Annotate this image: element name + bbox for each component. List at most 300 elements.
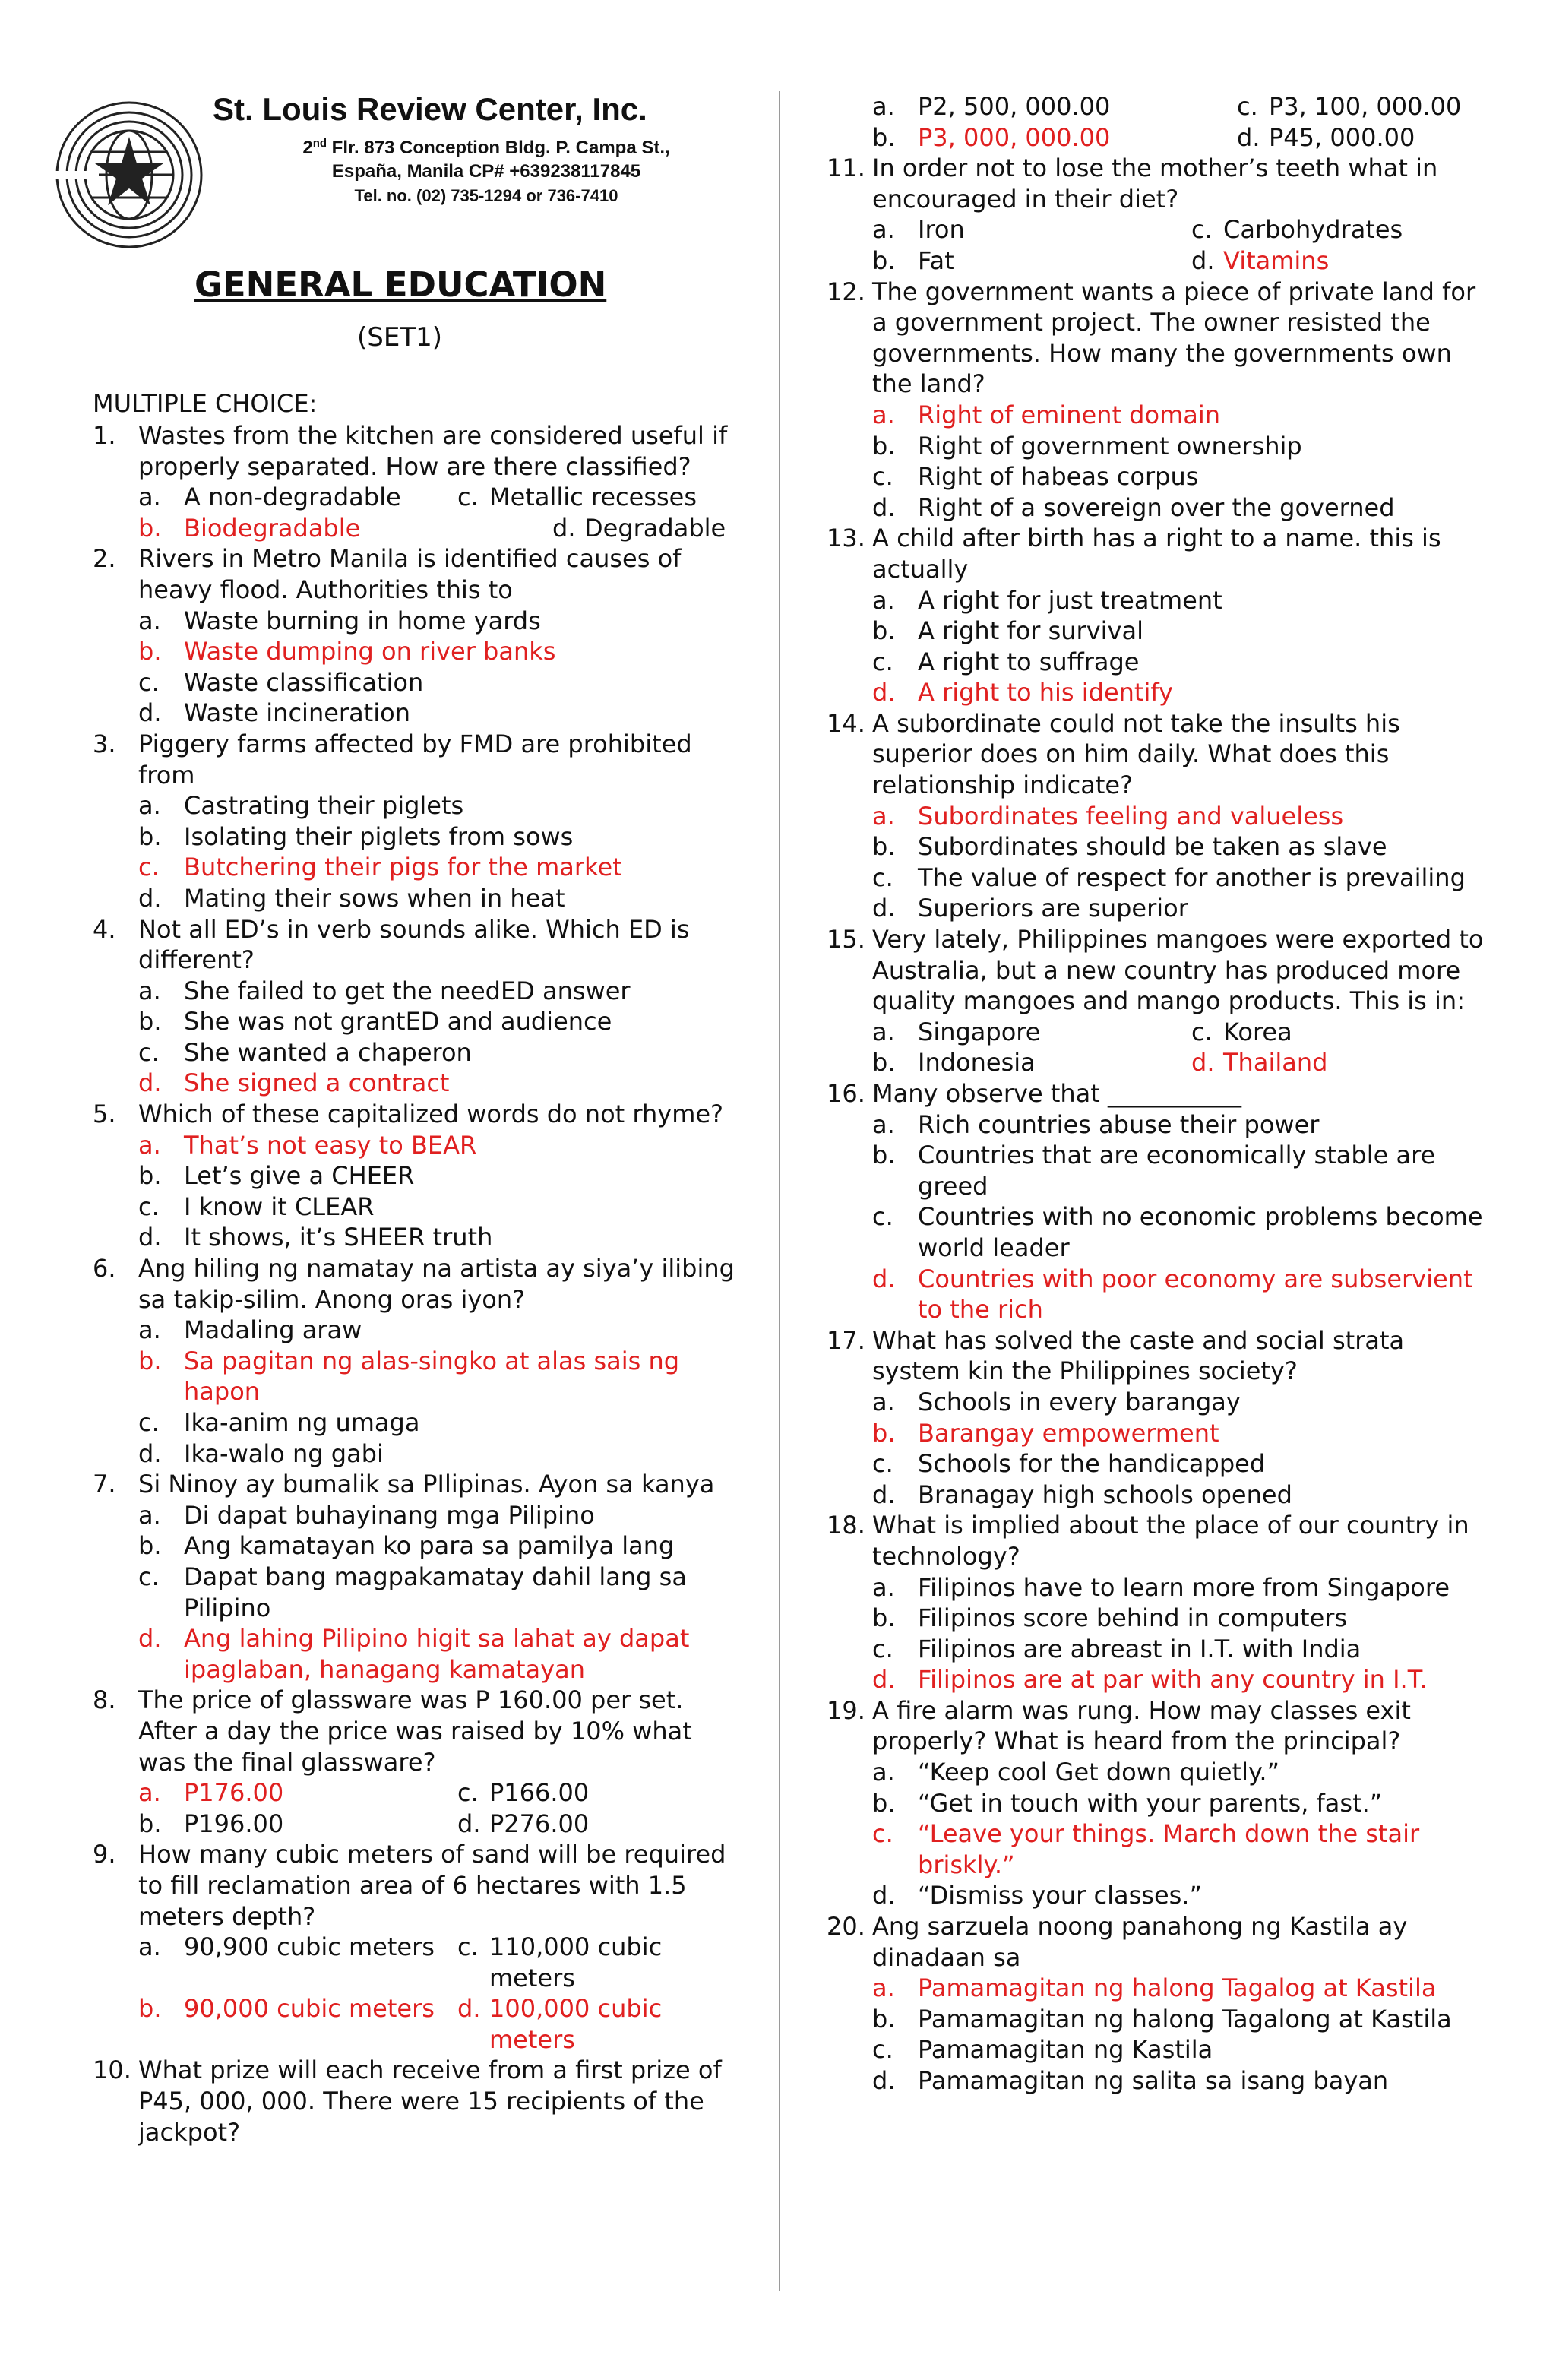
choice-c	[93, 1407, 738, 1438]
choice-letter: c.	[872, 862, 893, 892]
question-number: 2.	[93, 544, 116, 574]
choice-pair	[93, 482, 738, 513]
choice-a	[827, 1572, 1484, 1603]
choice-letter: c.	[1191, 1017, 1213, 1046]
page-title: GENERAL EDUCATION	[194, 264, 607, 305]
choice-text: Castrating their piglets	[184, 791, 464, 821]
choice-text: Korea	[1223, 1017, 1292, 1046]
choice-text: Carbohydrates	[1223, 215, 1403, 245]
choice-a	[93, 1315, 738, 1346]
choice-text: Mating their sows when in heat	[184, 883, 565, 913]
choice-d-correct	[1191, 245, 1484, 277]
question-9	[93, 1839, 738, 1932]
choice-text: Biodegradable	[184, 513, 361, 543]
question-number: 6.	[93, 1254, 116, 1283]
question-4	[93, 914, 738, 976]
choice-letter: b.	[872, 616, 896, 646]
choice-letter: b.	[872, 122, 896, 152]
choice-pair	[93, 1932, 738, 1993]
choice-text: That’s not easy to BEAR	[184, 1130, 477, 1160]
choice-b	[827, 831, 1484, 862]
choice-letter: a.	[872, 585, 895, 615]
choice-a-correct	[827, 400, 1484, 431]
address-street: Flr. 873 Conception Bldg. P. Campa St.,	[327, 138, 670, 158]
choice-letter: c.	[872, 2035, 893, 2065]
choice-a	[872, 214, 1191, 245]
choice-letter: b.	[872, 832, 896, 862]
question-10	[93, 2055, 738, 2147]
choice-a	[93, 976, 738, 1007]
choice-d-correct	[1191, 1047, 1484, 1078]
question-3	[93, 729, 738, 790]
choice-pair	[827, 1047, 1484, 1078]
column-divider	[779, 91, 780, 2291]
choice-text: Indonesia	[918, 1048, 1036, 1078]
choice-d-correct	[827, 1264, 1484, 1325]
choice-text: Filipinos are abreast in I.T. with India	[918, 1634, 1362, 1663]
choice-text: The value of respect for another is prevailing	[918, 862, 1466, 892]
choice-b	[827, 1788, 1484, 1819]
choice-letter: c.	[457, 1778, 479, 1808]
choice-letter: c.	[872, 462, 893, 492]
choice-a	[827, 1387, 1484, 1418]
choice-text: Let’s give a CHEER	[184, 1161, 415, 1191]
question-text: A fire alarm was rung. How may classes exit properly? What is heard from the principal?	[872, 1695, 1411, 1756]
choice-text: Countries with no economic problems become world leader	[918, 1202, 1483, 1262]
choice-letter: b.	[138, 513, 162, 543]
choice-text: Branagay high schools opened	[918, 1480, 1292, 1509]
choice-text: “Get in touch with your parents, fast.”	[918, 1788, 1383, 1818]
choice-text: She was not grantED and audience	[184, 1007, 612, 1037]
question-text: The price of glassware was P 160.00 per set. After a day the price was raised by 10% what was the final glassware?	[138, 1685, 692, 1777]
question-list-left	[93, 420, 738, 2147]
choice-a-correct	[93, 1130, 738, 1161]
choice-d	[827, 2065, 1484, 2097]
choice-letter: d.	[872, 2066, 896, 2095]
choice-b	[827, 616, 1484, 647]
choice-pair	[827, 245, 1484, 277]
choice-letter: b.	[138, 637, 162, 666]
choice-a-correct	[827, 1973, 1484, 2004]
choice-text: A non-degradable	[184, 483, 401, 512]
choice-letter: c.	[138, 1192, 160, 1221]
choice-text: Ang kamatayan ko para sa pamilya lang	[184, 1531, 675, 1561]
choice-letter: c.	[138, 1408, 160, 1437]
choice-c	[93, 1037, 738, 1068]
choice-text: P196.00	[184, 1809, 284, 1838]
choice-c	[1191, 1017, 1484, 1048]
question-number: 20.	[827, 1912, 865, 1942]
choice-letter: c.	[457, 1932, 479, 1962]
choice-letter: a.	[872, 801, 895, 831]
choice-b	[827, 431, 1484, 462]
choice-text: Thailand	[1223, 1048, 1328, 1078]
choice-letter: c.	[138, 667, 160, 697]
question-number: 17.	[827, 1325, 865, 1355]
choice-a	[138, 482, 457, 513]
choice-letter: d.	[1191, 1048, 1215, 1078]
choice-b	[93, 1160, 738, 1192]
choice-text: P166.00	[489, 1778, 590, 1808]
choice-text: 90,000 cubic meters	[184, 1994, 435, 2024]
choice-letter: c.	[138, 1037, 160, 1067]
choice-c	[457, 1932, 731, 1993]
choice-letter: a.	[138, 1778, 161, 1808]
choice-letter: c.	[872, 1202, 893, 1232]
choice-c	[457, 1777, 723, 1809]
org-name: St. Louis Review Center, Inc.	[213, 91, 647, 127]
choice-text: 110,000 cubic meters	[489, 1932, 663, 1992]
choice-text: A right to his identify	[918, 678, 1173, 707]
choice-text: Sa pagitan ng alas-singko at alas sais ng hapon	[184, 1346, 680, 1407]
choice-letter: a.	[138, 483, 161, 512]
choice-a-correct	[827, 801, 1484, 832]
choice-c	[827, 1634, 1484, 1665]
choice-text: Schools for the handicapped	[918, 1449, 1266, 1479]
choice-text: Filipinos are at par with any country in I.T.	[918, 1665, 1428, 1695]
choice-letter: a.	[872, 1758, 895, 1787]
choice-text: Rich countries abuse their power	[918, 1109, 1320, 1139]
choice-text: P276.00	[489, 1809, 590, 1838]
choice-d	[1237, 122, 1484, 153]
choice-text: Countries with poor economy are subservient to the rich	[918, 1264, 1473, 1325]
question-text: How many cubic meters of sand will be required to fill reclamation area of 6 hectares with 1.5 meters depth?	[138, 1840, 726, 1931]
choice-letter: d.	[872, 1881, 896, 1910]
choice-b	[93, 821, 738, 853]
question-text: Very lately, Philippines mangoes were exported to Australia, but a new country has produced more quality mangoes and mango products. This is in:	[872, 925, 1484, 1016]
choice-text: Degradable	[584, 513, 726, 543]
choice-text: Singapore	[918, 1017, 1041, 1046]
choice-d	[93, 1222, 738, 1253]
choice-text: Madaling araw	[184, 1315, 362, 1345]
choice-letter: a.	[138, 976, 161, 1005]
choice-d-correct	[93, 1068, 738, 1099]
right-column	[783, 0, 1556, 2380]
choice-text: Waste classification	[184, 667, 424, 697]
question-15	[827, 924, 1484, 1017]
choice-letter: a.	[138, 1932, 161, 1962]
choice-a	[138, 1932, 457, 1993]
choice-text: Waste incineration	[184, 698, 410, 728]
choice-pair	[827, 122, 1484, 153]
choice-text: Pamamagitan ng Kastila	[918, 2035, 1213, 2065]
choice-letter: b.	[872, 1418, 896, 1448]
choice-text: Right of a sovereign over the governed	[918, 492, 1395, 522]
question-20	[827, 1911, 1484, 1973]
choice-b	[93, 1530, 738, 1562]
question-18	[827, 1510, 1484, 1571]
choice-letter: b.	[872, 431, 896, 460]
choice-letter: a.	[872, 1572, 895, 1602]
choice-letter: d.	[872, 894, 896, 923]
choice-letter: c.	[138, 853, 160, 882]
question-1	[93, 420, 738, 482]
choice-b	[827, 1140, 1484, 1201]
choice-text: Filipinos have to learn more from Singapore	[918, 1572, 1450, 1602]
left-column	[0, 0, 767, 2380]
choice-letter: d.	[872, 1665, 896, 1695]
choice-text: 90,900 cubic meters	[184, 1932, 435, 1962]
choice-text: Pamamagitan ng salita sa isang bayan	[918, 2066, 1389, 2095]
question-number: 5.	[93, 1100, 116, 1129]
choice-d	[93, 1438, 738, 1470]
choice-d-correct	[827, 1664, 1484, 1695]
choice-letter: a.	[138, 1500, 161, 1530]
choice-c	[93, 1562, 738, 1623]
choice-a-correct	[138, 1777, 457, 1809]
choice-letter: d.	[1237, 122, 1260, 152]
choice-text: Waste dumping on river banks	[184, 637, 556, 666]
choice-text: Subordinates feeling and valueless	[918, 801, 1344, 831]
question-text: A subordinate could not take the insults his superior does on him daily. What does this relationship indicate?	[872, 708, 1400, 800]
choice-letter: a.	[138, 1130, 161, 1160]
phone-line: Tel. no. (02) 735-1294 or 736-7410	[354, 186, 618, 205]
choice-letter: d.	[138, 1068, 162, 1098]
question-text: What prize will each receive from a first prize of P45, 000, 000. There were 15 recipients of the jackpot?	[138, 2056, 722, 2147]
choice-letter: b.	[138, 1007, 162, 1037]
choice-c	[1191, 214, 1484, 245]
choice-c	[457, 482, 738, 513]
question-number: 12.	[827, 277, 865, 306]
choice-pair	[827, 214, 1484, 245]
choice-letter: d.	[1191, 245, 1215, 275]
choice-text: Butchering their pigs for the market	[184, 853, 622, 882]
choice-letter: d.	[138, 698, 162, 728]
choice-text: Waste burning in home yards	[184, 606, 541, 635]
choice-letter: b.	[872, 1141, 896, 1170]
choice-d	[93, 698, 738, 729]
choice-a	[93, 1500, 738, 1531]
choice-pair	[827, 1017, 1484, 1048]
choice-d	[827, 1880, 1484, 1911]
question-text: The government wants a piece of private land for a government project. The owner resisted the governments. How many the governments own the land?	[872, 277, 1476, 399]
choice-pair	[93, 1809, 738, 1840]
choice-letter: a.	[138, 606, 161, 635]
choice-letter: b.	[138, 1531, 162, 1561]
question-7	[93, 1469, 738, 1500]
question-2	[93, 543, 738, 605]
choice-text: I know it CLEAR	[184, 1192, 375, 1221]
choice-d	[827, 893, 1484, 924]
choice-d	[552, 513, 738, 544]
choice-a	[827, 1109, 1484, 1141]
question-13	[827, 523, 1484, 584]
choice-c-correct	[93, 852, 738, 883]
choice-letter: b.	[138, 1161, 162, 1191]
choice-letter: b.	[872, 1048, 896, 1078]
choice-b-correct	[138, 1993, 457, 2055]
question-number: 1.	[93, 421, 116, 450]
choice-a	[827, 1757, 1484, 1788]
choice-a	[93, 606, 738, 637]
question-11	[827, 153, 1484, 214]
question-text: What is implied about the place of our country in technology?	[872, 1511, 1469, 1571]
question-number: 4.	[93, 914, 116, 944]
choice-text: A right for just treatment	[918, 585, 1222, 615]
choice-text: P3, 000, 000.00	[918, 122, 1111, 152]
choice-b-correct	[93, 636, 738, 667]
choice-d-correct	[457, 1993, 731, 2055]
address-line-1	[243, 137, 729, 159]
question-number: 15.	[827, 925, 865, 954]
choice-pair	[93, 1993, 738, 2055]
globe-logo-icon	[38, 91, 220, 274]
choice-text: Countries that are economically stable are greed	[918, 1141, 1436, 1201]
choice-d	[457, 1809, 723, 1840]
choice-text: Vitamins	[1223, 245, 1330, 275]
choice-letter: c.	[138, 1562, 160, 1591]
question-number: 18.	[827, 1511, 865, 1540]
question-text: Piggery farms affected by FMD are prohibited from	[138, 729, 692, 790]
choice-text: It shows, it’s SHEER truth	[184, 1223, 493, 1252]
question-text: A child after birth has a right to a name. this is actually	[872, 524, 1441, 584]
choice-letter: c.	[457, 483, 479, 512]
choice-letter: b.	[138, 821, 162, 851]
choice-letter: d.	[138, 1438, 162, 1468]
choice-letter: d.	[457, 1994, 481, 2024]
choice-b-correct	[93, 1346, 738, 1407]
question-5	[93, 1099, 738, 1130]
choice-letter: a.	[138, 791, 161, 821]
choice-letter: b.	[138, 1809, 162, 1838]
choice-letter: b.	[138, 1346, 162, 1375]
choice-text: P2, 500, 000.00	[918, 92, 1111, 121]
choice-text: Barangay empowerment	[918, 1418, 1219, 1448]
question-text: Ang hiling ng namatay na artista ay siya’y ilibing sa takip-silim. Anong oras iyon?	[138, 1254, 735, 1314]
question-text: Si Ninoy ay bumalik sa PIlipinas. Ayon sa kanya	[138, 1470, 715, 1499]
choice-letter: d.	[138, 883, 162, 913]
choice-c	[827, 647, 1484, 678]
choice-text: Right of eminent domain	[918, 400, 1221, 429]
question-text: Not all ED’s in verb sounds alike. Which ED is different?	[138, 914, 690, 975]
choice-a	[827, 585, 1484, 616]
choice-c	[1237, 91, 1484, 122]
choice-letter: d.	[457, 1809, 481, 1838]
choice-text: P45, 000.00	[1269, 122, 1415, 152]
address-line-2: España, Manila CP# +639238117845	[331, 161, 641, 182]
choice-text: Ika-walo ng gabi	[184, 1438, 384, 1468]
choice-letter: c.	[872, 647, 893, 676]
choice-c	[827, 461, 1484, 492]
choice-b	[872, 245, 1191, 277]
question-17	[827, 1325, 1484, 1387]
choice-letter: b.	[872, 245, 896, 275]
question-text: Rivers in Metro Manila is identified causes of heavy flood. Authorities this to	[138, 544, 682, 604]
question-text: Ang sarzuela noong panahong ng Kastila ay dinadaan sa	[872, 1912, 1408, 1972]
choice-text: “Dismiss your classes.”	[918, 1881, 1203, 1910]
choice-letter: a.	[872, 215, 895, 245]
choice-d	[827, 492, 1484, 524]
choice-letter: c.	[1191, 215, 1213, 245]
choice-letter: d.	[872, 1480, 896, 1509]
choice-text: Subordinates should be taken as slave	[918, 832, 1387, 862]
choice-letter: a.	[872, 1387, 895, 1416]
choice-text: She signed a contract	[184, 1068, 450, 1098]
question-text: Which of these capitalized words do not rhyme?	[138, 1100, 724, 1129]
section-label: MULTIPLE CHOICE:	[93, 389, 318, 418]
choice-text: Metallic recesses	[489, 483, 697, 512]
choice-letter: c.	[872, 1634, 893, 1663]
choice-text: 100,000 cubic meters	[489, 1994, 663, 2054]
question-text: In order not to lose the mother’s teeth what in encouraged in their diet?	[872, 153, 1438, 214]
choice-letter: a.	[872, 1109, 895, 1139]
choice-pair	[93, 513, 738, 544]
choice-text: Fat	[918, 245, 954, 275]
choice-c	[93, 1192, 738, 1223]
choice-letter: d.	[872, 1264, 896, 1293]
choice-text: Superiors are superior	[918, 894, 1188, 923]
choice-d-correct	[827, 677, 1484, 708]
question-number: 10.	[93, 2056, 131, 2085]
choice-letter: a.	[872, 1973, 895, 2003]
choice-text: “Leave your things. March down the stair briskly.”	[918, 1819, 1420, 1879]
choice-letter: d.	[872, 492, 896, 522]
choice-text: She wanted a chaperon	[184, 1037, 472, 1067]
choice-b	[827, 1603, 1484, 1634]
page-subtitle: (SET1)	[357, 322, 442, 353]
question-number: 14.	[827, 708, 865, 738]
choice-a	[872, 1017, 1191, 1048]
question-8	[93, 1685, 738, 1777]
choice-letter: a.	[872, 92, 895, 121]
choice-letter: d.	[872, 678, 896, 707]
choice-b-correct	[138, 513, 552, 544]
choice-b	[138, 1809, 457, 1840]
choice-letter: c.	[872, 1449, 893, 1479]
question-6	[93, 1253, 738, 1315]
choice-letter: b.	[872, 1603, 896, 1633]
question-number: 16.	[827, 1079, 865, 1108]
choice-letter: a.	[138, 1315, 161, 1345]
choice-b	[827, 2004, 1484, 2035]
choice-letter: a.	[872, 1017, 895, 1046]
question-16	[827, 1078, 1484, 1109]
question-text: What has solved the caste and social strata system kin the Philippines society?	[872, 1325, 1405, 1386]
choice-letter: b.	[872, 1788, 896, 1818]
question-12	[827, 277, 1484, 400]
question-number: 11.	[827, 153, 865, 183]
choice-text: A right for survival	[918, 616, 1143, 646]
question-number: 13.	[827, 524, 865, 553]
address-floor-number: 2	[302, 138, 313, 158]
choice-b-correct	[827, 1418, 1484, 1449]
choice-text: Schools in every barangay	[918, 1387, 1241, 1416]
choice-a	[93, 790, 738, 821]
choice-pair	[827, 91, 1484, 122]
choice-letter: d.	[552, 513, 576, 543]
choice-letter: b.	[872, 2004, 896, 2033]
choice-c	[827, 2034, 1484, 2065]
choice-d-correct	[93, 1623, 738, 1685]
question-number: 9.	[93, 1840, 116, 1869]
choice-text: A right to suffrage	[918, 647, 1140, 676]
choice-c	[827, 862, 1484, 894]
choice-text: Isolating their piglets from sows	[184, 821, 574, 851]
choice-c	[93, 667, 738, 698]
choice-text: Right of government ownership	[918, 431, 1302, 460]
question-number: 7.	[93, 1470, 116, 1499]
choice-text: “Keep cool Get down quietly.”	[918, 1758, 1280, 1787]
choice-text: Ang lahing Pilipino higit sa lahat ay dapat ipaglaban, hanagang kamatayan	[184, 1624, 690, 1684]
question-number: 3.	[93, 729, 116, 758]
question-19	[827, 1695, 1484, 1757]
question-number: 19.	[827, 1695, 865, 1725]
choice-text: Right of habeas corpus	[918, 462, 1199, 492]
choice-letter: a.	[872, 400, 895, 429]
choice-pair	[93, 1777, 738, 1809]
choice-text: She failed to get the needED answer	[184, 976, 631, 1005]
choice-text: Pamamagitan ng halong Tagalong at Kastila	[918, 2004, 1452, 2033]
